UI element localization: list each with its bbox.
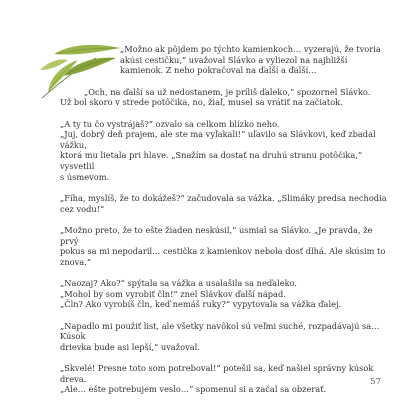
story-text — [60, 44, 390, 406]
page-number: 57 — [370, 377, 381, 388]
paragraph: „A ty tu čo vystrájaš?“ ozvalo sa celkom blízko neho. „Juj, dobrý deň prajem, ale ste ma vyľakali!“ uľavilo sa Slávkovi, keď zbadal vážku, ktorá mu lietala pri hlave. „Snažím sa dostať na druhú stranu potôčika,“ vysvetlil s úsmevom. — [60, 118, 376, 182]
paragraph: „Fíha, myslíš, že to dokážeš?“ začudovala sa vážka. „Slimáky predsa nechodia cez vodu!“ — [60, 192, 387, 214]
paragraph: „Skvelé! Presne toto som potreboval!“ potešil sa, keď našiel správny kúsok dreva. „Ale… ešte potrebujem veslo…“ spomenul si a začal sa obzerať. — [60, 363, 374, 395]
paragraph: „Napadlo mi použiť list, ale všetky navôkol sú veľmi suché, rozpadávajú sa… Kúsok drievka bude asi lepší,“ uvažoval. — [60, 320, 380, 352]
paragraph: „Och, na ďalší sa už nedostanem, je príliš ďaleko,“ spozornel Slávko. Už bol skoro v strede potôčika, no, žiaľ, musel sa vrátiť na začiatok. — [60, 86, 371, 108]
paragraph: „Možno preto, že to ešte žiaden neskúsil,“ usmial sa Slávko. „Je pravda, že prvý pokus sa mi nepodaril… cestička z kamienkov nebola dosť dlhá. Ale skúsim to znova.“ — [60, 224, 386, 267]
paragraph: „Možno ak pôjdem po týchto kamienkoch… vyzerajú, že tvoria akúsi cestičku,“ uvažoval Slávko a vyliezol na najbližší kamienok. Z neho pokračoval na ďalší a ďalší… — [120, 44, 381, 76]
paragraph: „Naozaj? Ako?“ spýtala sa vážka a usalašila sa neďaleko. „Mohol by som vyrobiť čln!“ znel Slávkov ďalší nápad. „Čln? Ako vyrobíš čln, keď nemáš ruky?“ vypytovala sa vážka ďalej. — [60, 278, 342, 310]
